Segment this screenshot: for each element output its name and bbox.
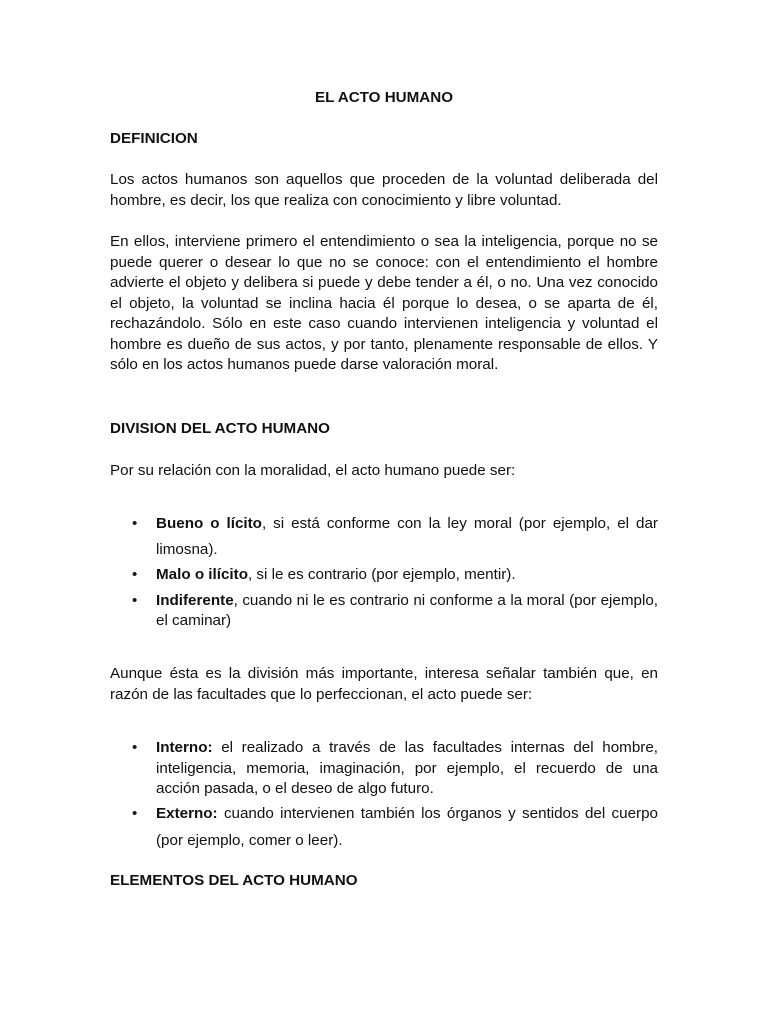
bullet-icon: • bbox=[132, 804, 138, 822]
list-item-term: Externo: bbox=[156, 804, 218, 822]
list-item-term: Bueno o lícito bbox=[156, 515, 262, 532]
list-item bbox=[110, 591, 658, 632]
heading-division: DIVISION DEL ACTO HUMANO bbox=[110, 420, 330, 437]
paragraph-definicion-1: Los actos humanos son aquellos que proceden de la voluntad deliberada del hombre, es decir, los que realiza con conocimiento y libre voluntad. bbox=[110, 171, 658, 209]
list-item-term: Interno: bbox=[156, 739, 213, 756]
heading-elementos: ELEMENTOS DEL ACTO HUMANO bbox=[110, 872, 358, 889]
list-item bbox=[110, 800, 658, 854]
list-item bbox=[110, 738, 658, 800]
list-item-text: el realizado a través de las facultades internas del hombre, inteligencia, memoria, imaginación, por ejemplo, el recuerdo de una acción pasada, o el deseo de algo futuro. bbox=[156, 739, 658, 797]
document-title: EL ACTO HUMANO bbox=[314, 89, 454, 106]
list-item-text: , si le es contrario (por ejemplo, mentir). bbox=[247, 566, 516, 583]
heading-definicion: DEFINICION bbox=[110, 130, 198, 147]
list-item-text: cuando intervienen también los órganos y sentidos del cuerpo (por ejemplo, comer o leer). bbox=[156, 804, 658, 849]
bullet-icon: • bbox=[132, 739, 138, 756]
bullet-icon: • bbox=[132, 566, 138, 583]
bullet-icon: • bbox=[132, 591, 138, 609]
paragraph-division-intro: Por su relación con la moralidad, el acto humano puede ser: bbox=[110, 462, 516, 479]
list-item bbox=[110, 511, 658, 563]
list-item-term: Malo o ilícito bbox=[156, 566, 248, 583]
list-item-text: , si está conforme con la ley moral (por ejemplo, el dar limosna). bbox=[156, 515, 658, 558]
list-moralidad bbox=[110, 511, 658, 632]
list-item-term: Indiferente bbox=[156, 591, 234, 609]
list-item-text: , cuando ni le es contrario ni conforme a la moral (por ejemplo, el caminar) bbox=[156, 591, 658, 629]
paragraph-facultades: Aunque ésta es la división más importante, interesa señalar también que, en razón de las facultades que lo perfeccionan, el acto puede ser: bbox=[110, 665, 658, 703]
bullet-icon: • bbox=[132, 515, 138, 532]
paragraph-definicion-2: En ellos, interviene primero el entendimiento o sea la inteligencia, porque no se puede querer o desear lo que no se conoce: con el entendimiento el hombre advierte el objeto y delibera si puede y debe tender a él, o no. Una vez conocido el objeto, la voluntad se inclina hacia él porque lo desea, o se aparta de él, rechazándolo. Sólo en este caso cuando intervienen inteligencia y voluntad el hombre es dueño de sus actos, y por tanto, plenamente responsable de ellos. Y sólo en los actos humanos puede darse valoración moral. bbox=[110, 233, 658, 373]
list-item bbox=[110, 565, 658, 586]
list-facultades bbox=[110, 738, 658, 854]
